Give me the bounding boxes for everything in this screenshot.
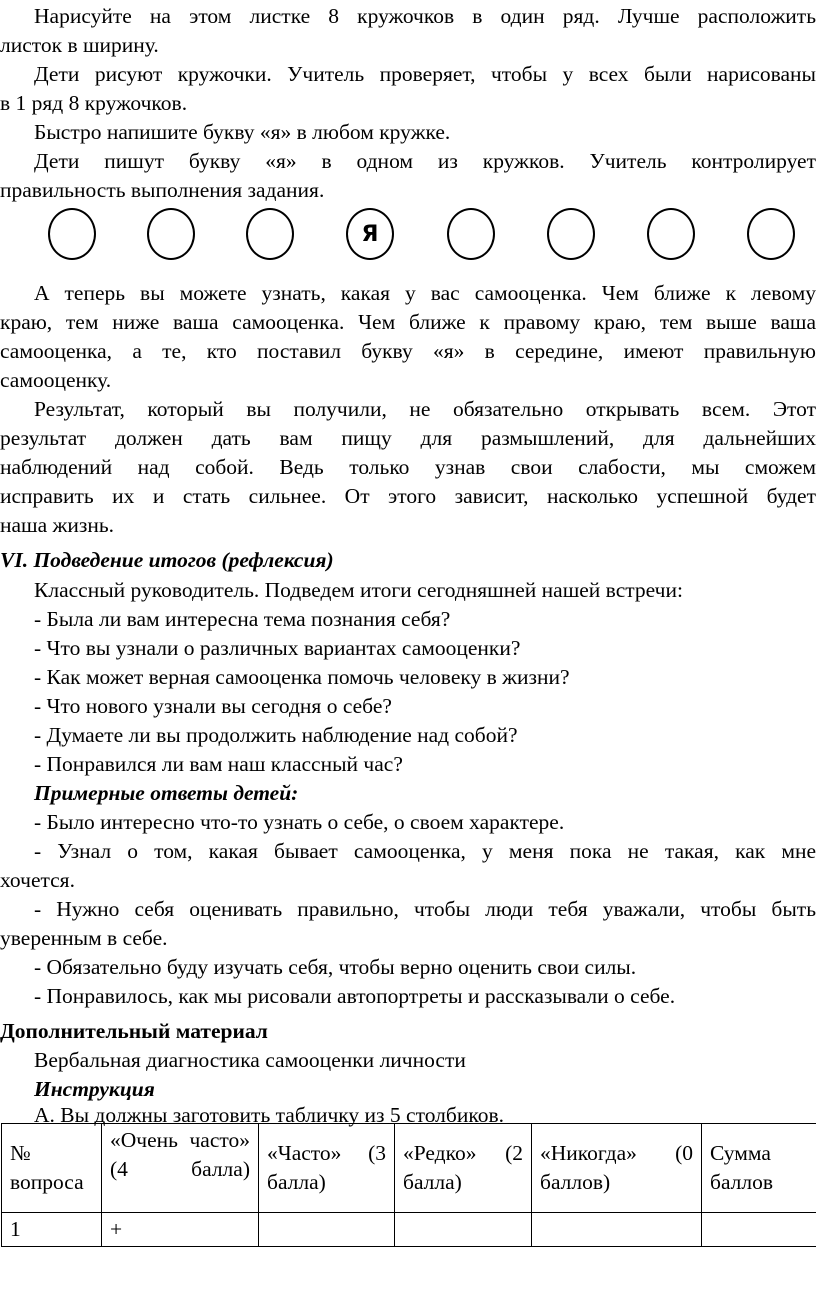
answer-item-cont: хочется.	[0, 868, 75, 892]
result-line-8: исправить их и стать сильнее. От этого зависит, насколько успешной будет	[0, 484, 816, 508]
result-line-3: самооценка, а те, кто поставил букву «я» в середине, имеют правильную	[0, 339, 816, 363]
instruction-heading: Инструкция	[34, 1077, 155, 1101]
circle	[647, 208, 695, 260]
table-header-cell: № вопроса	[2, 1124, 102, 1213]
result-line-9: наша жизнь.	[0, 513, 115, 537]
circle	[447, 208, 495, 260]
answers-title: Примерные ответы детей:	[34, 781, 299, 805]
circle	[246, 208, 294, 260]
question-item: - Думаете ли вы продолжить наблюдение над собой?	[34, 723, 518, 747]
answer-item: - Нужно себя оценивать правильно, чтобы люди тебя уважали, чтобы быть	[34, 897, 816, 921]
scoring-table	[1, 1123, 816, 1247]
table-header-cell: «Часто» (3 балла)	[259, 1124, 395, 1213]
result-line-4: самооценку.	[0, 368, 112, 392]
answer-item-cont: уверенным в себе.	[0, 926, 168, 950]
intro-line-5: Быстро напишите букву «я» в любом кружке.	[34, 120, 451, 144]
question-item: - Что вы узнали о различных вариантах самооценки?	[34, 636, 521, 660]
table-cell: 1	[2, 1213, 102, 1247]
question-item: - Понравился ли вам наш классный час?	[34, 752, 403, 776]
result-line-5: Результат, который вы получили, не обязательно открывать всем. Этот	[34, 397, 816, 421]
table-header-cell: «Очень часто» (4 балла)	[102, 1124, 259, 1213]
circle	[48, 208, 96, 260]
circle-mark-letter: Я	[361, 221, 379, 247]
answer-item: - Узнал о том, какая бывает самооценка, у меня пока не такая, как мне	[34, 839, 816, 863]
question-item: - Как может верная самооценка помочь человеку в жизни?	[34, 665, 570, 689]
extra-subtitle: Вербальная диагностика самооценки личности	[34, 1048, 466, 1072]
table-header-row	[2, 1124, 816, 1213]
table-cell: +	[102, 1213, 259, 1247]
extra-title: Дополнительный материал	[0, 1019, 268, 1043]
intro-line-7: правильность выполнения задания.	[0, 178, 325, 202]
table-cell	[702, 1213, 816, 1247]
question-item: - Что нового узнали вы сегодня о себе?	[34, 694, 392, 718]
circle	[547, 208, 595, 260]
circle	[747, 208, 795, 260]
circle-marked	[346, 208, 394, 260]
result-line-2: краю, тем ниже ваша самооценка. Чем ближе к правому краю, тем выше ваша	[0, 310, 816, 334]
result-line-6: результат должен дать вам пищу для размышлений, для дальнейших	[0, 426, 816, 450]
table-row	[2, 1213, 816, 1247]
table-cell	[259, 1213, 395, 1247]
circles-row	[0, 208, 816, 266]
intro-line-3: Дети рисуют кружочки. Учитель проверяет, чтобы у всех были нарисованы	[34, 62, 816, 86]
answer-item: - Было интересно что-то узнать о себе, о своем характере.	[34, 810, 565, 834]
answer-item: - Обязательно буду изучать себя, чтобы верно оценить свои силы.	[34, 955, 637, 979]
answer-item: - Понравилось, как мы рисовали автопортреты и рассказывали о себе.	[34, 984, 676, 1008]
table-header-cell: «Никогда» (0 баллов)	[532, 1124, 702, 1213]
circle	[147, 208, 195, 260]
table-cell	[532, 1213, 702, 1247]
table-cell	[395, 1213, 532, 1247]
intro-line-1: Нарисуйте на этом листке 8 кружочков в один ряд. Лучше расположить	[34, 4, 816, 28]
table-header-cell: Сумма баллов	[702, 1124, 816, 1213]
result-line-1: А теперь вы можете узнать, какая у вас самооценка. Чем ближе к левому	[34, 281, 816, 305]
intro-line-6: Дети пишут букву «я» в одном из кружков. Учитель контролирует	[34, 149, 816, 173]
section-6-title: VI. Подведение итогов (рефлексия)	[0, 548, 334, 572]
result-line-7: наблюдений над собой. Ведь только узнав свои слабости, мы сможем	[0, 455, 816, 479]
section-6-intro: Классный руководитель. Подведем итоги сегодняшней нашей встречи:	[34, 578, 683, 602]
intro-line-4: в 1 ряд 8 кружочков.	[0, 91, 188, 115]
table-header-cell: «Редко» (2 балла)	[395, 1124, 532, 1213]
intro-line-2: листок в ширину.	[0, 33, 159, 57]
instruction-step-a: А. Вы должны заготовить табличку из 5 столбиков.	[34, 1103, 504, 1127]
question-item: - Была ли вам интересна тема познания себя?	[34, 607, 451, 631]
